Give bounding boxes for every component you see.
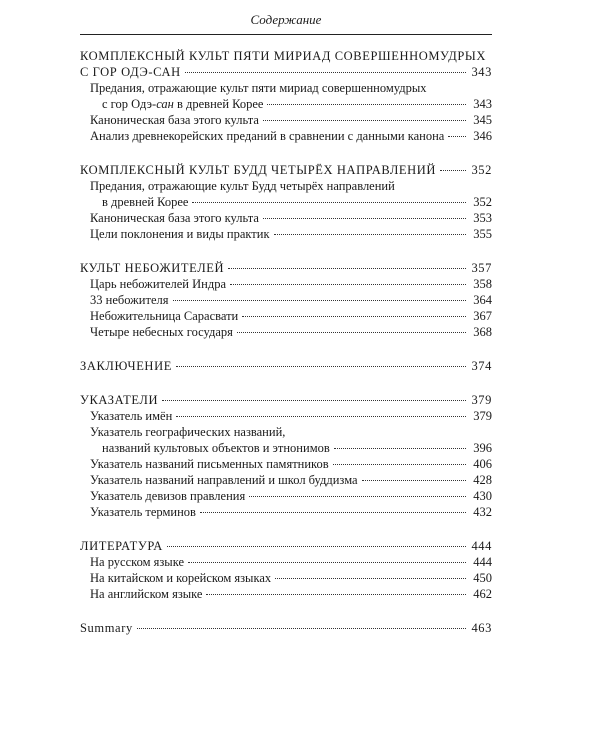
chapter-title: ЛИТЕРАТУРА <box>80 539 163 553</box>
chapter-title: КУЛЬТ НЕБОЖИТЕЛЕЙ <box>80 261 225 275</box>
page-number: 358 <box>473 277 492 291</box>
entry-title-line: Предания, отражающие культ Будд четырёх направлений <box>90 179 395 193</box>
dot-leader <box>263 218 466 219</box>
page-number: 396 <box>473 441 492 455</box>
section-spacer <box>80 374 492 392</box>
dot-leader <box>228 268 466 269</box>
entry-title: На английском языке <box>90 587 203 601</box>
entry-title: Указатель названий направлений и школ буддизма <box>90 473 358 487</box>
dot-leader <box>274 234 466 235</box>
dot-leader <box>192 202 466 203</box>
toc-entry[interactable] <box>80 456 492 472</box>
page-number: 374 <box>471 359 492 373</box>
chapter-title: УКАЗАТЕЛИ <box>80 393 159 407</box>
toc-section <box>80 538 492 602</box>
dot-leader <box>188 562 466 563</box>
chapter-entry[interactable] <box>80 538 492 554</box>
toc-entry[interactable] <box>80 292 492 308</box>
toc-entry[interactable] <box>80 210 492 226</box>
chapter-title-line: КОМПЛЕКСНЫЙ КУЛЬТ ПЯТИ МИРИАД СОВЕРШЕННОМУДРЫХ <box>80 49 487 63</box>
entry-title: с гор Одэ-сан в древней Корее <box>102 97 264 111</box>
dot-leader <box>267 104 466 105</box>
dot-leader <box>334 448 466 449</box>
chapter-title: С ГОР ОДЭ-САН <box>80 65 181 79</box>
section-spacer <box>80 242 492 260</box>
dot-leader <box>362 480 466 481</box>
toc-section <box>80 162 492 242</box>
dot-leader <box>448 136 466 137</box>
section-spacer <box>80 340 492 358</box>
toc-entry[interactable] <box>80 570 492 586</box>
chapter-title: КОМПЛЕКСНЫЙ КУЛЬТ БУДД ЧЕТЫРЁХ НАПРАВЛЕНИЙ <box>80 163 437 177</box>
page-number: 353 <box>473 211 492 225</box>
entry-title: Каноническая база этого культа <box>90 211 259 225</box>
chapter-entry[interactable] <box>80 260 492 276</box>
dot-leader <box>263 120 466 121</box>
dot-leader <box>176 366 466 367</box>
dot-leader <box>137 628 466 629</box>
chapter-entry[interactable] <box>80 620 492 636</box>
dot-leader <box>237 332 466 333</box>
page-number: 368 <box>473 325 492 339</box>
page-number: 463 <box>471 621 492 635</box>
page-number: 462 <box>473 587 492 601</box>
page-number: 379 <box>471 393 492 407</box>
toc-entry[interactable] <box>80 504 492 520</box>
entry-title: На китайском и корейском языках <box>90 571 272 585</box>
toc-entry[interactable] <box>80 112 492 128</box>
toc-entry[interactable] <box>80 554 492 570</box>
page-number: 352 <box>471 163 492 177</box>
page-number: 379 <box>473 409 492 423</box>
page-number: 406 <box>473 457 492 471</box>
toc-entry[interactable] <box>80 408 492 424</box>
dot-leader <box>176 416 466 417</box>
chapter-entry[interactable] <box>80 64 492 80</box>
page-number: 444 <box>471 539 492 553</box>
entry-title: Небожительница Сарасвати <box>90 309 239 323</box>
table-of-contents <box>80 48 492 636</box>
dot-leader <box>162 400 466 401</box>
toc-section <box>80 48 492 144</box>
page-number: 355 <box>473 227 492 241</box>
page-number: 346 <box>473 129 492 143</box>
entry-title-line: Указатель географических названий, <box>90 425 286 439</box>
entry-title: Указатель девизов правления <box>90 489 246 503</box>
entry-title: Указатель названий письменных памятников <box>90 457 329 471</box>
toc-entry[interactable] <box>80 472 492 488</box>
page-number: 430 <box>473 489 492 503</box>
chapter-entry[interactable] <box>80 358 492 374</box>
page-number: 428 <box>473 473 492 487</box>
page-number: 364 <box>473 293 492 307</box>
page-number: 357 <box>471 261 492 275</box>
section-spacer <box>80 602 492 620</box>
chapter-title: ЗАКЛЮЧЕНИЕ <box>80 359 172 373</box>
entry-title: На русском языке <box>90 555 185 569</box>
page-number: 367 <box>473 309 492 323</box>
entry-title-line: Предания, отражающие культ пяти мириад совершенномудрых <box>90 81 427 95</box>
dot-leader <box>200 512 466 513</box>
entry-title: Указатель терминов <box>90 505 196 519</box>
section-spacer <box>80 520 492 538</box>
dot-leader <box>242 316 466 317</box>
toc-entry[interactable] <box>80 96 492 112</box>
entry-title: названий культовых объектов и этнонимов <box>102 441 330 455</box>
toc-section <box>80 620 492 636</box>
dot-leader <box>185 72 466 73</box>
toc-entry[interactable] <box>80 324 492 340</box>
dot-leader <box>167 546 466 547</box>
entry-title: в древней Корее <box>102 195 189 209</box>
dot-leader <box>173 300 467 301</box>
entry-title: Цели поклонения и виды практик <box>90 227 270 241</box>
chapter-entry[interactable] <box>80 392 492 408</box>
toc-entry[interactable] <box>80 308 492 324</box>
page-number: 352 <box>473 195 492 209</box>
toc-entry[interactable] <box>80 276 492 292</box>
toc-section <box>80 392 492 520</box>
entry-title: 33 небожителя <box>90 293 169 307</box>
toc-section <box>80 260 492 340</box>
toc-entry[interactable] <box>80 586 492 602</box>
chapter-title: Summary <box>80 621 133 635</box>
chapter-entry[interactable] <box>80 162 492 178</box>
page-number: 432 <box>473 505 492 519</box>
page-number: 444 <box>473 555 492 569</box>
toc-entry[interactable] <box>80 440 492 456</box>
dot-leader <box>275 578 466 579</box>
page-number: 345 <box>473 113 492 127</box>
entry-title: Анализ древнекорейских преданий в сравнении с данными канона <box>90 129 445 143</box>
toc-entry[interactable] <box>80 488 492 504</box>
toc-entry[interactable] <box>80 128 492 144</box>
dot-leader <box>206 594 466 595</box>
entry-title: Царь небожителей Индра <box>90 277 226 291</box>
toc-entry[interactable] <box>80 226 492 242</box>
entry-title: Указатель имён <box>90 409 173 423</box>
page-number: 343 <box>473 97 492 111</box>
dot-leader <box>333 464 466 465</box>
page-number: 450 <box>473 571 492 585</box>
header-rule <box>80 34 492 35</box>
dot-leader <box>249 496 466 497</box>
toc-section <box>80 358 492 374</box>
entry-title: Четыре небесных государя <box>90 325 233 339</box>
page-number: 343 <box>471 65 492 79</box>
running-head: Содержание <box>250 12 322 27</box>
section-spacer <box>80 144 492 162</box>
dot-leader <box>230 284 466 285</box>
dot-leader <box>440 170 466 171</box>
entry-title: Каноническая база этого культа <box>90 113 259 127</box>
toc-entry[interactable] <box>80 194 492 210</box>
